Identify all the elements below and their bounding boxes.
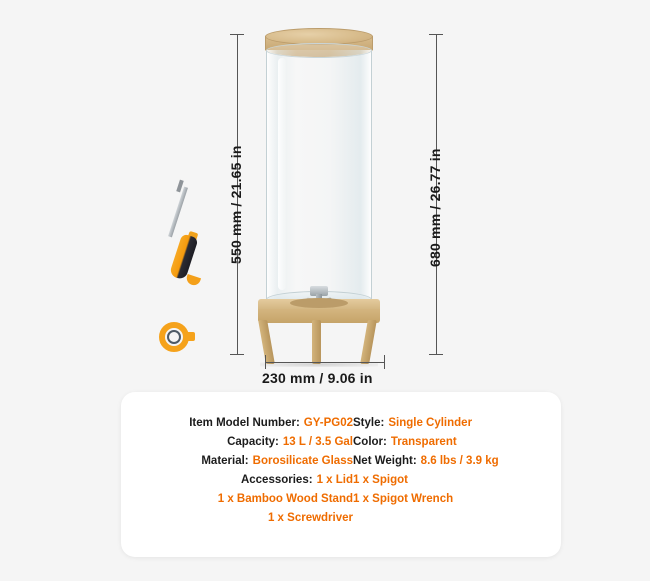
glass-rim — [266, 43, 372, 58]
spec-accessory-wrench — [353, 490, 543, 509]
spigot-wrench-icon — [155, 316, 195, 360]
spec-label: Material: — [201, 455, 249, 467]
spec-value: 1 x Lid — [316, 474, 353, 486]
spec-label: Style: — [353, 417, 385, 429]
spec-value: 13 L / 3.5 Gal — [282, 436, 353, 448]
bottom-dimension-line — [265, 362, 385, 363]
bamboo-stand-leg-right — [360, 320, 377, 364]
spec-capacity — [143, 433, 353, 452]
right-dimension-tick-bottom — [429, 354, 443, 355]
spec-label: Net Weight: — [353, 455, 417, 467]
spec-accessory-stand — [143, 490, 353, 509]
specification-card — [121, 392, 561, 557]
screwdriver-handle-cap — [185, 274, 201, 287]
spec-value: Single Cylinder — [388, 417, 473, 429]
spec-row — [143, 433, 543, 452]
specification-grid — [143, 414, 543, 528]
bamboo-stand-cutout — [290, 298, 348, 308]
spec-material — [143, 452, 353, 471]
spec-style — [353, 414, 543, 433]
spec-value: GY-PG02 — [303, 417, 353, 429]
spec-value: Borosilicate Glass — [252, 455, 353, 467]
spec-value: 8.6 lbs / 3.9 kg — [420, 455, 499, 467]
bottom-dimension-tick-left — [265, 355, 266, 369]
spec-accessory-empty — [353, 509, 543, 528]
product-illustration — [252, 28, 387, 363]
spec-row-accessories — [143, 490, 543, 509]
spec-value: 1 x Screwdriver — [267, 512, 353, 524]
screwdriver-shaft — [168, 187, 188, 238]
right-dimension-label: 680 mm / 26.77 in — [427, 148, 443, 267]
spec-net-weight — [353, 452, 543, 471]
spec-row-accessories — [143, 509, 543, 528]
spec-value: 1 x Spigot — [353, 474, 408, 486]
spec-row — [143, 452, 543, 471]
right-dimension-tick-top — [429, 34, 443, 35]
spec-label: Item Model Number: — [189, 417, 300, 429]
spec-color — [353, 433, 543, 452]
spec-row — [143, 414, 543, 433]
spec-accessories — [143, 471, 353, 490]
screwdriver-icon — [160, 180, 200, 290]
spec-value: 1 x Bamboo Wood Stand — [217, 493, 353, 505]
left-dimension-label: 550 mm / 21.65 in — [228, 145, 244, 264]
bamboo-stand-leg-center — [312, 320, 321, 364]
bamboo-stand-leg-left — [258, 320, 275, 364]
spec-item-model-number — [143, 414, 353, 433]
spec-value: Transparent — [390, 436, 457, 448]
spec-accessory-screwdriver — [143, 509, 353, 528]
spec-label: Accessories: — [240, 474, 313, 486]
bottom-dimension-tick-right — [384, 355, 385, 369]
wrench-inner-ring — [167, 330, 181, 344]
left-dimension-tick-bottom — [230, 354, 244, 355]
bottom-dimension-label: 230 mm / 9.06 in — [262, 370, 373, 386]
screwdriver-handle — [169, 233, 199, 280]
spec-accessory-spigot — [353, 471, 543, 490]
spec-label: Color: — [353, 436, 387, 448]
spec-value: 1 x Spigot Wrench — [353, 493, 454, 505]
left-dimension-tick-top — [230, 34, 244, 35]
spec-label: Capacity: — [227, 436, 279, 448]
spec-row-accessories — [143, 471, 543, 490]
glass-highlight — [278, 58, 286, 290]
